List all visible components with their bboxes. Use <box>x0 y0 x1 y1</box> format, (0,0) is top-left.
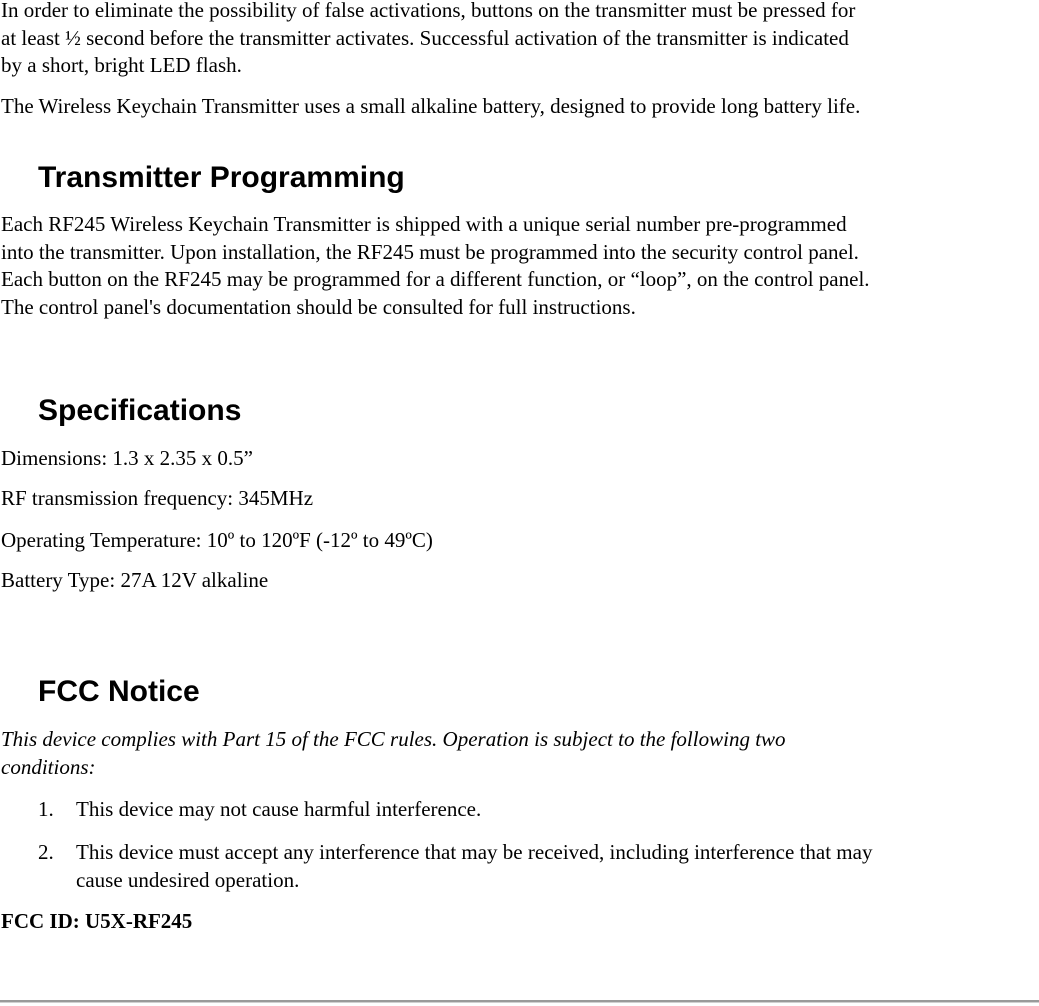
text-line: Each button on the RF245 may be programmed for a different function, or “loop”, on the control panel. <box>1 267 870 291</box>
text-line: This device complies with Part 15 of the FCC rules. Operation is subject to the following two <box>1 727 786 751</box>
text-line: at least ½ second before the transmitter activates. Successful activation of the transmitter is indicated <box>1 25 849 50</box>
fcc-id: FCC ID: U5X-RF245 <box>1 909 193 933</box>
list-text <box>76 838 872 894</box>
text-line: This device must accept any interference that may be received, including interference that may <box>76 840 873 864</box>
spec-rf-frequency: RF transmission frequency: 345MHz <box>1 486 314 510</box>
list-text <box>76 795 481 823</box>
spec-operating-temperature: Operating Temperature: 10º to 120ºF (-12º to 49ºC) <box>1 528 433 552</box>
text-line: Each RF245 Wireless Keychain Transmitter is shipped with a unique serial number pre-programmed <box>1 212 847 236</box>
intro-paragraph-activation <box>1 0 1037 80</box>
text-line: This device may not cause harmful interference. <box>76 797 482 821</box>
text-line: cause undesired operation. <box>76 868 300 892</box>
text-line: The Wireless Keychain Transmitter uses a small alkaline battery, designed to provide long battery life. <box>1 94 861 118</box>
list-number: 1. <box>38 797 54 821</box>
heading-fcc-notice: FCC Notice <box>38 675 200 708</box>
text-line: by a short, bright LED flash. <box>1 53 242 77</box>
footer-divider <box>0 1000 1039 1003</box>
text-line: In order to eliminate the possibility of false activations, buttons on the transmitter must be pressed for <box>1 0 856 22</box>
heading-transmitter-programming: Transmitter Programming <box>38 161 405 194</box>
text-line: The control panel's documentation should be consulted for full instructions. <box>1 294 636 319</box>
text-line: conditions: <box>1 754 96 779</box>
spec-dimensions: Dimensions: 1.3 x 2.35 x 0.5” <box>1 446 253 470</box>
spec-battery-type: Battery Type: 27A 12V alkaline <box>1 568 269 592</box>
list-number: 2. <box>38 840 54 864</box>
heading-specifications: Specifications <box>38 394 242 427</box>
text-line: into the transmitter. Upon installation, the RF245 must be programmed into the security control panel. <box>1 239 859 264</box>
intro-paragraph-battery <box>1 93 1037 121</box>
programming-paragraph <box>1 211 1037 321</box>
fcc-statement <box>1 726 1037 781</box>
